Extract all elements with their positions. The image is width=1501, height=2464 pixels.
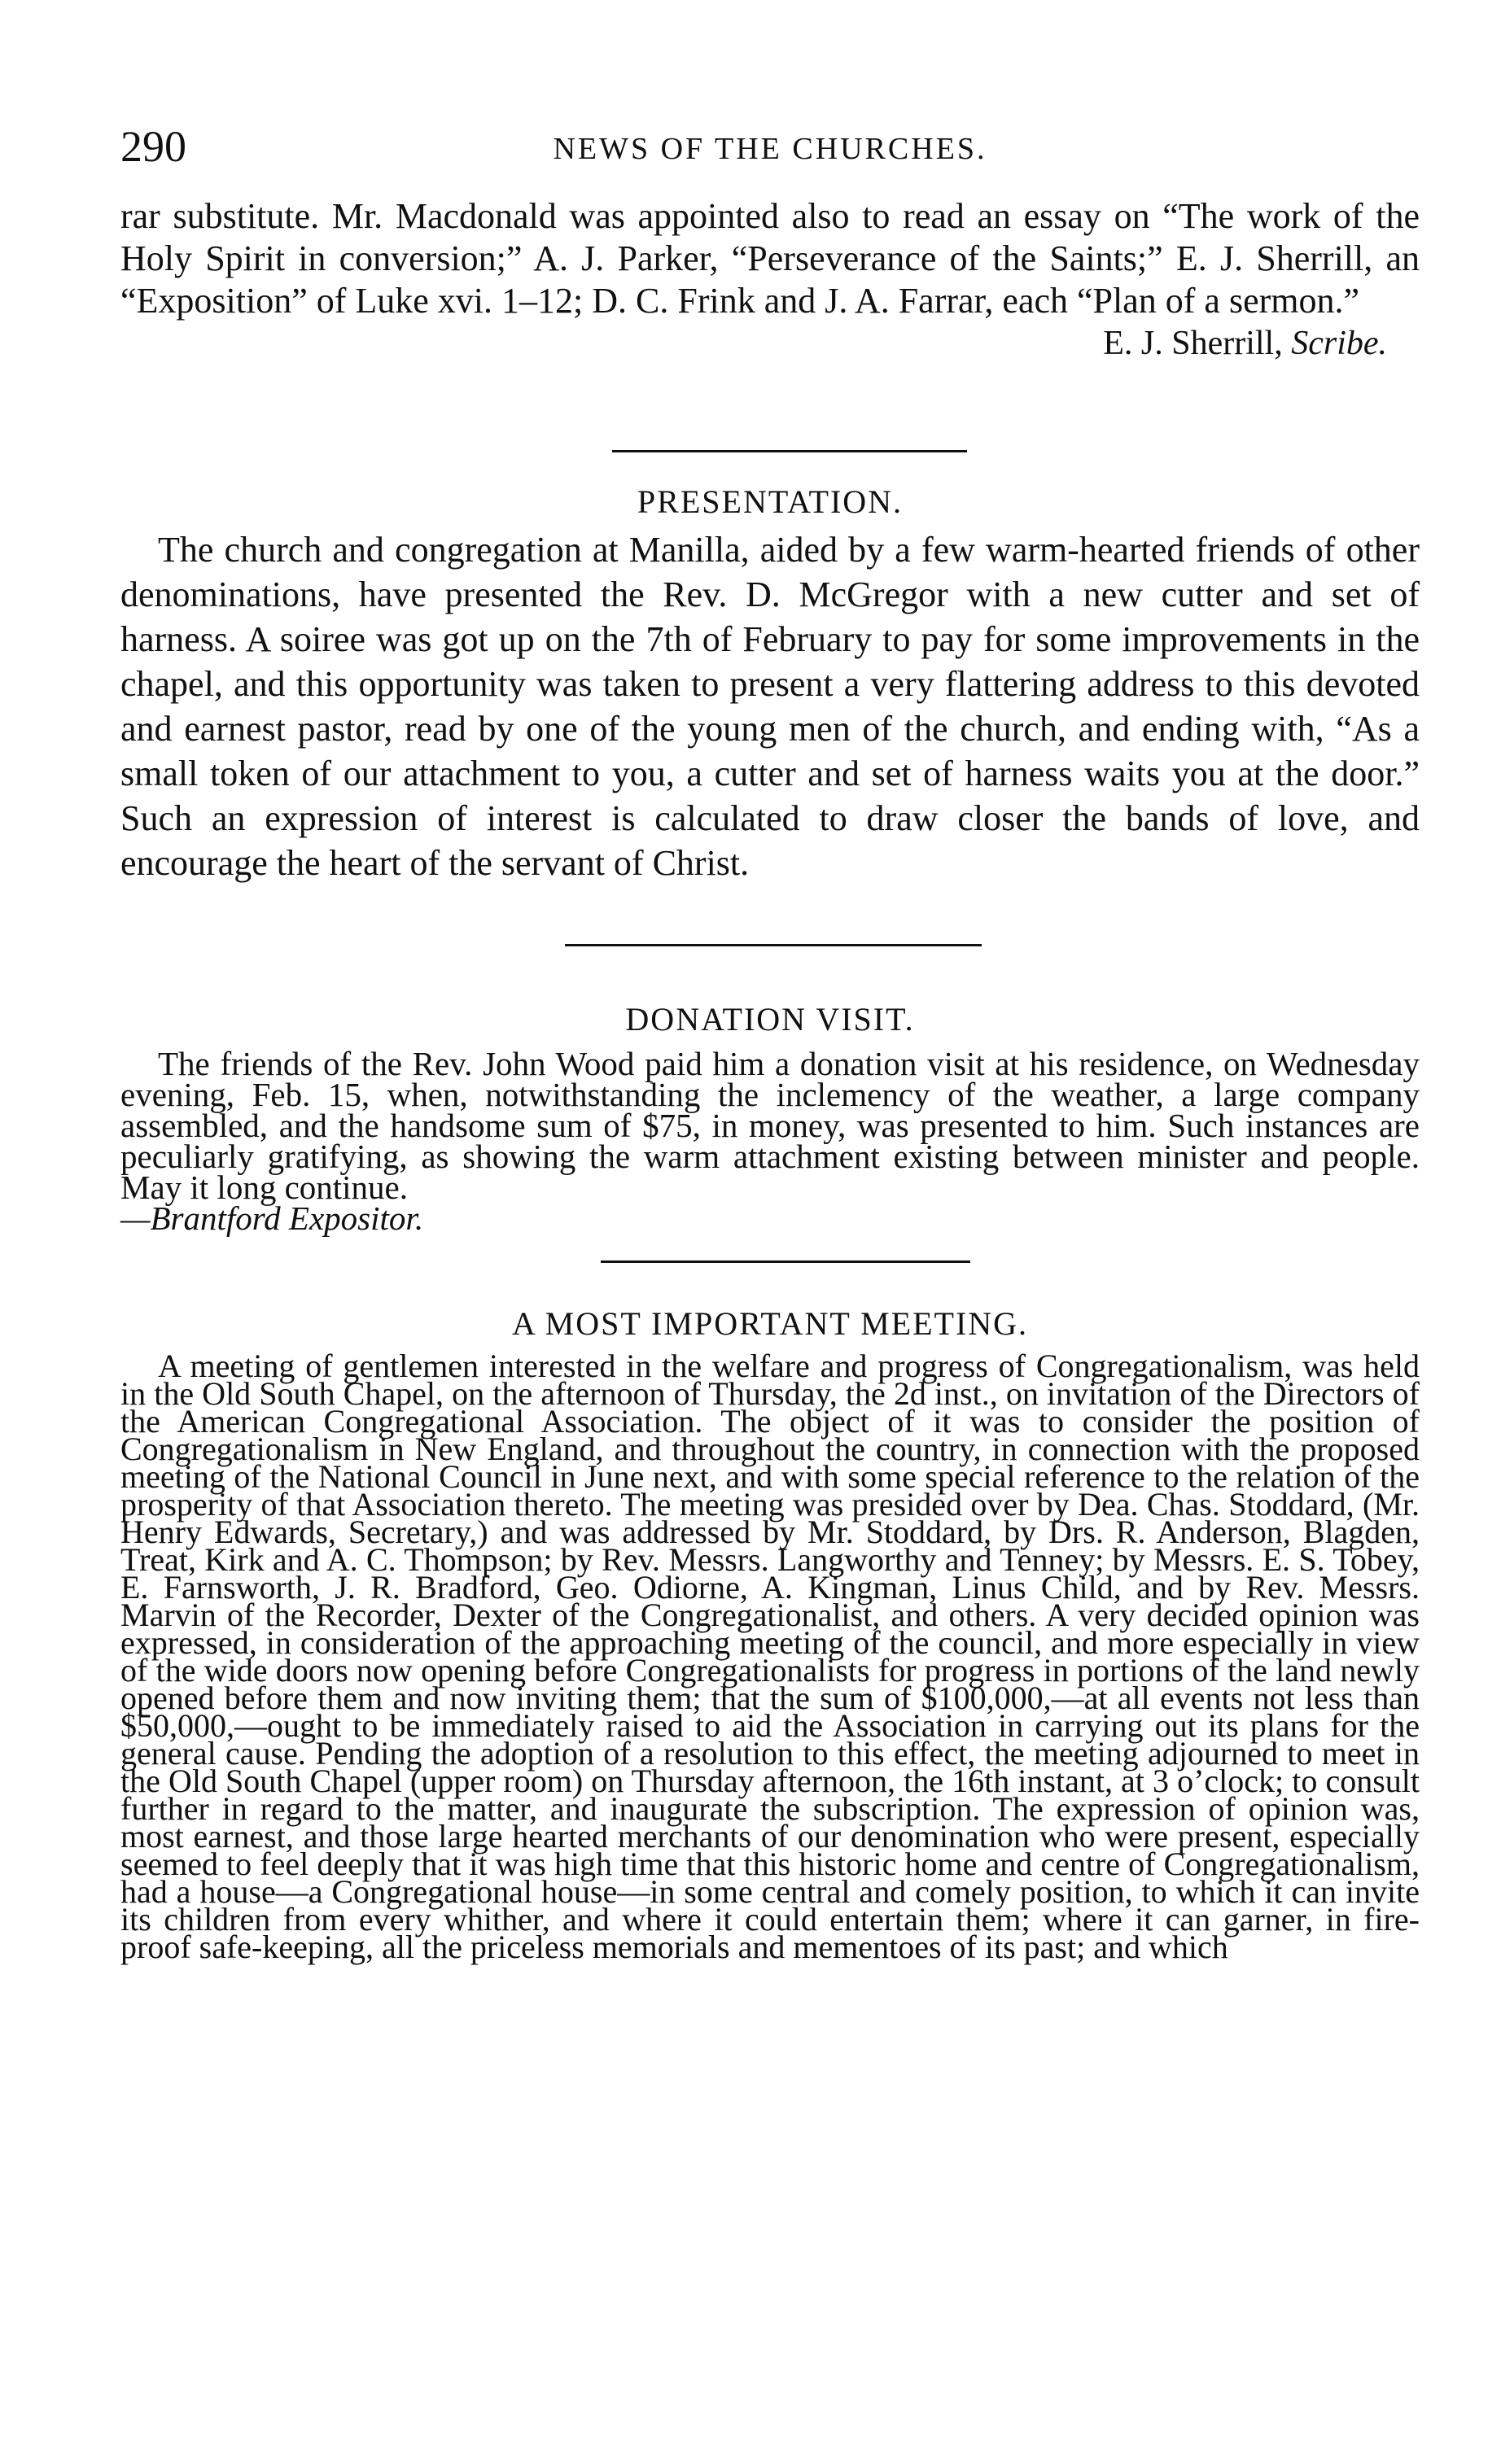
- presentation-section: [120, 527, 1420, 885]
- donation-credit: —Brantford Expositor.: [120, 1199, 424, 1237]
- intro-section: [120, 195, 1420, 365]
- section-divider: [565, 944, 982, 946]
- signature-name: E. J. Sherrill,: [1103, 325, 1283, 362]
- section-divider: [601, 1260, 970, 1263]
- presentation-body: The church and congregation at Manilla, aided by a few warm-hearted friends of other denominations, have presented the Rev. D. McGregor with a new cutter and set of harness. A soiree was got up on the 7th of February to pay for some improvements in the chapel, and this opportunity was taken to present a very flattering address to this devoted and earnest pastor, read by one of the young men of the church, and ending with, “As a small token of our attachment to you, a cutter and set of harness waits you at the door.” Such an expression of interest is calculated to draw closer the bands of love, and encourage the heart of the servant of Christ.: [120, 530, 1420, 883]
- running-head: NEWS OF THE CHURCHES.: [553, 132, 987, 166]
- intro-paragraph: rar substitute. Mr. Macdonald was appointed also to read an essay on “The work of the Holy Spirit in conversion;” A. J. Parker, “Perseverance of the Saints;” E. J. Sherrill, an “Exposition” of Luke xvi. 1–12; D. C. Frink and J. A. Farrar, each “Plan of a sermon.”: [120, 196, 1420, 321]
- meeting-section: [120, 1348, 1420, 1965]
- donation-section: [120, 1045, 1420, 1237]
- presentation-title: PRESENTATION.: [637, 483, 904, 520]
- page-number: 290: [120, 122, 186, 171]
- donation-body: The friends of the Rev. John Wood paid him a donation visit at his residence, on Wednesday evening, Feb. 15, when, notwithstanding the inclemency of the weather, a large company assembled, and the handsome sum of $75, in money, was presented to him. Such instances are peculiarly gratifying, as showing the warm attachment existing between minister and people. May it long continue.: [120, 1045, 1420, 1206]
- meeting-body: A meeting of gentlemen interested in the welfare and progress of Congregationalism, was held in the Old South Chapel, on the afternoon of Thursday, the 2d inst., on invitation of the Directors of the American Congregational Association. The object of it was to consider the position of Congregationalism in New England, and throughout the country, in connection with the proposed meeting of the National Council in June next, and with some special reference to the relation of the prosperity of that Association thereto. The meeting was presided over by Dea. Chas. Stoddard, (Mr. Henry Edwards, Secretary,) and was addressed by Mr. Stoddard, by Drs. R. Anderson, Blagden, Treat, Kirk and A. C. Thompson; by Rev. Messrs. Langworthy and Tenney; by Messrs. E. S. Tobey, E. Farnsworth, J. R. Bradford, Geo. Odiorne, A. Kingman, Linus Child, and by Rev. Messrs. Marvin of the Recorder, Dexter of the Congregationalist, and others. A very decided opinion was expressed, in consideration of the approaching meeting of the council, and more especially in view of the wide doors now opening before Congregationalists for progress in portions of the land newly opened before them and now inviting them; that the sum of $100,000,—at all events not less than $50,000,—ought to be immediately raised to aid the Association in carrying out its plans for the general cause. Pending the adoption of a resolution to this effect, the meeting adjourned to meet in the Old South Chapel (upper room) on Thursday afternoon, the 16th instant, at 3 o’clock; to consult further in regard to the matter, and inaugurate the subscription. The expression of opinion was, most earnest, and those large hearted merchants of our denomination who were present, especially seemed to feel deeply that it was high time that this historic home and centre of Congregationalism, had a house—a Congregational house—in some central and comely position, to which it can invite its children from every whither, and where it could entertain them; where it can garner, in fire-proof safe-keeping, all the priceless memorials and mementoes of its past; and which: [120, 1348, 1420, 1965]
- signature: [120, 322, 1420, 365]
- page-header: [120, 122, 1420, 179]
- signature-role: Scribe.: [1291, 325, 1387, 362]
- meeting-title: A MOST IMPORTANT MEETING.: [511, 1305, 1029, 1342]
- donation-title: DONATION VISIT.: [625, 1001, 915, 1038]
- section-divider: [612, 450, 967, 452]
